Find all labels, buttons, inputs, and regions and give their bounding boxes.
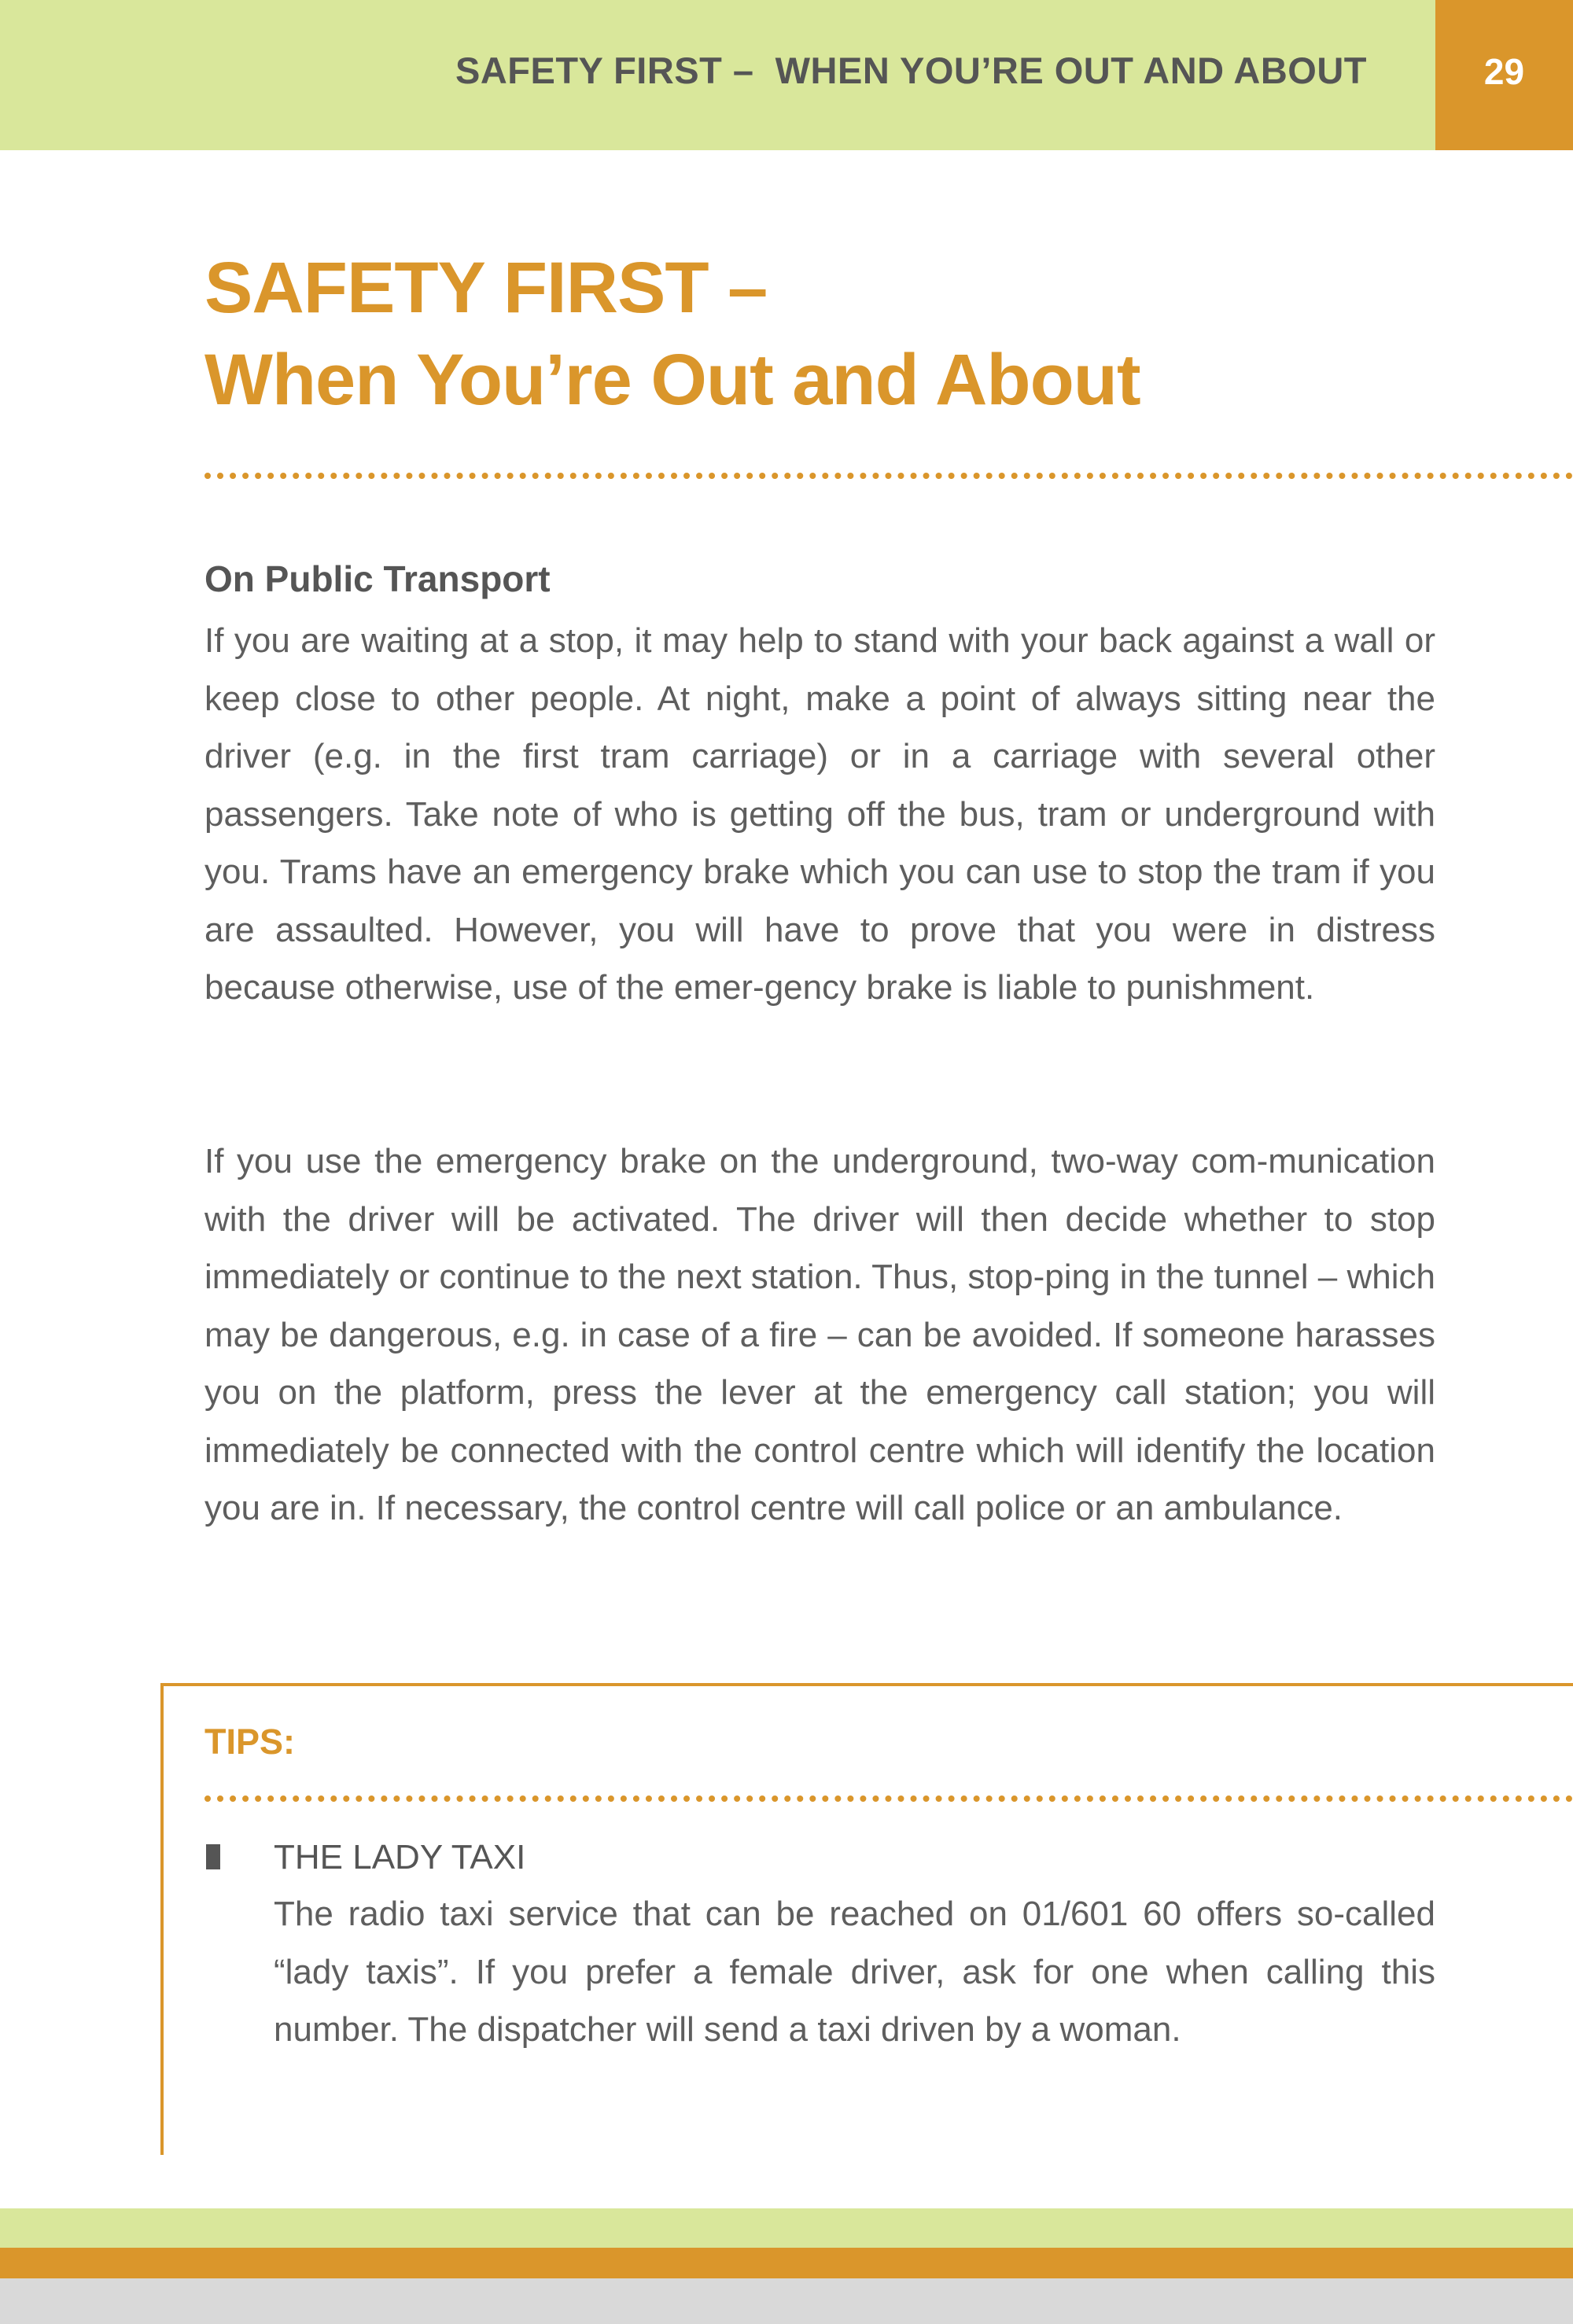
section-heading: On Public Transport (204, 558, 551, 599)
bullet-marker-icon (206, 1844, 220, 1869)
tips-divider (204, 1795, 1573, 1802)
body-paragraph-2: If you use the emergency brake on the underground, two-way com-munication with the driver will be activated. The driver will then decide whether to stop immediately or continue to the next station. Thus, stop-ping in the tunnel – which may be dangerous, e.g. in case of a fire – can be avoided. If someone harasses you on the platform, press the lever at the emergency call station; you will immediately be connected with the control centre which will identify the location you are in. If necessary, the control centre will call police or an ambulance. (204, 1142, 1435, 1527)
body-paragraph-1: If you are waiting at a stop, it may help to stand with your back against a wall or keep close to other people. At night, make a point of always sitting near the driver (e.g. in the first tram carriage) or in a carriage with several other passengers. Take note of who is getting off the bus, tram or underground with you. Trams have an emergency brake which you can use to stop the tram if you are assaulted. However, you will have to prove that you were in distress because otherwise, use of the emer-gency brake is liable to punishment. (204, 621, 1435, 1007)
footer-band-green (0, 2208, 1573, 2248)
tips-label: TIPS: (204, 1722, 296, 1762)
page-title-line-1: SAFETY FIRST – (204, 248, 768, 328)
footer-band-orange (0, 2248, 1573, 2278)
title-divider (204, 473, 1573, 479)
tip-title: THE LADY TAXI (274, 1838, 526, 1877)
footer-band-grey (0, 2278, 1573, 2324)
page-title-line-2: When You’re Out and About (204, 340, 1140, 420)
page-title (204, 242, 1140, 426)
page-number-box (1435, 0, 1573, 150)
tip-text: The radio taxi service that can be reached on 01/601 60 offers so-called “lady taxis”. If you prefer a female driver, ask for one when calling this number. The dispatcher will send a taxi driven by a woman. (274, 1895, 1435, 2049)
running-title: SAFETY FIRST – WHEN YOU’RE OUT AND ABOUT (455, 50, 1367, 91)
page-number: 29 (1483, 51, 1525, 92)
